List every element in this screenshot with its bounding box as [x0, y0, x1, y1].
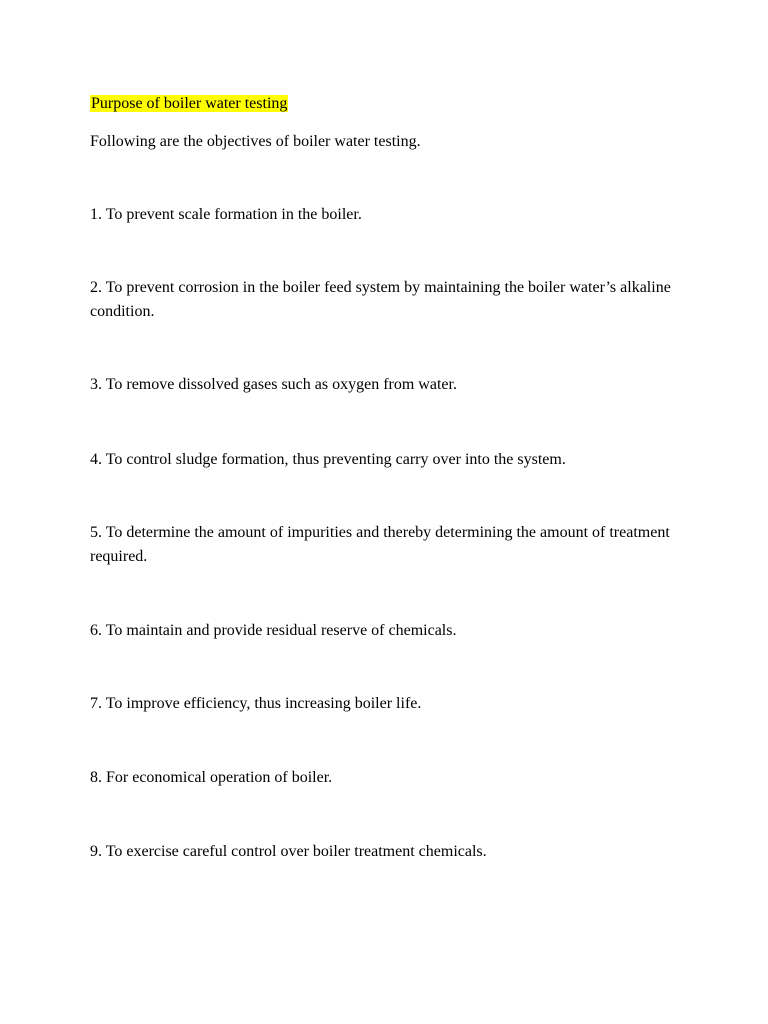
list-item: 3. To remove dissolved gases such as oxygen from water.: [90, 376, 457, 393]
list-item: 9. To exercise careful control over boiler treatment chemicals.: [90, 843, 487, 860]
page-title: [90, 94, 288, 114]
list-item: 8. For economical operation of boiler.: [90, 769, 333, 786]
list-item: 4. To control sludge formation, thus preventing carry over into the system.: [90, 451, 566, 468]
intro-text: Following are the objectives of boiler water testing.: [90, 133, 421, 150]
list-item: 6. To maintain and provide residual reserve of chemicals.: [90, 622, 457, 639]
list-item: 7. To improve efficiency, thus increasing boiler life.: [90, 695, 422, 712]
title-highlight: Purpose of boiler water testing: [91, 95, 288, 112]
list-item: 2. To prevent corrosion in the boiler feed system by maintaining the boiler water’s alkaline condition.: [90, 279, 671, 320]
list-item: 5. To determine the amount of impurities and thereby determining the amount of treatment required.: [90, 524, 670, 565]
list-item: 1. To prevent scale formation in the boiler.: [90, 206, 362, 223]
